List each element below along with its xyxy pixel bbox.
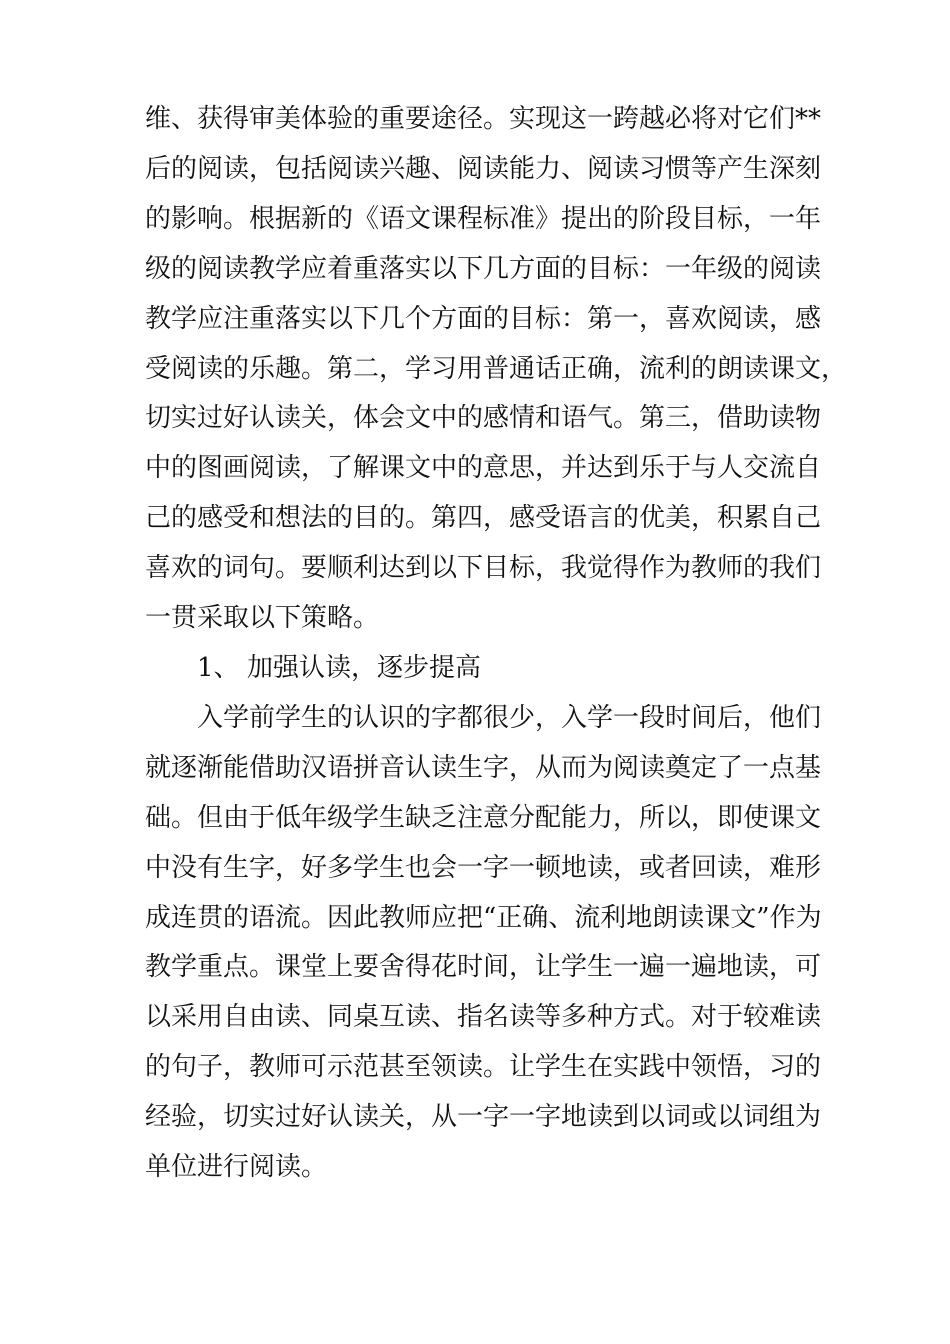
- paragraph-continued: [145, 95, 848, 644]
- heading-number: 1、: [197, 652, 240, 683]
- text-line: 成连贯的语流。因此教师应把“正确、流利地朗读课文”作为: [145, 902, 822, 933]
- text-line: 级的阅读教学应着重落实以下几方面的目标：一年级的阅读: [145, 253, 822, 284]
- text-line: 以采用自由读、同桌互读、指名读等多种方式。对于较难读: [145, 1002, 822, 1033]
- text-line: 入学前学生的认识的字都很少，入学一段时间后，他们: [197, 702, 822, 733]
- text-line: 中没有生字，好多学生也会一字一顿地读，或者回读，难形: [145, 852, 822, 883]
- text-line: 喜欢的词句。要顺利达到以下目标，我觉得作为教师的我们: [145, 553, 822, 584]
- heading-title: 加强认读，逐步提高: [247, 652, 482, 683]
- text-line: 的句子，教师可示范甚至领读。让学生在实践中领悟，习的: [145, 1052, 822, 1083]
- text-line: 就逐渐能借助汉语拼音认读生字，从而为阅读奠定了一点基: [145, 752, 822, 783]
- text-line: 受阅读的乐趣。第二，学习用普通话正确，流利的朗读课文，: [145, 353, 848, 384]
- text-line: 教学应注重落实以下几个方面的目标：第一，喜欢阅读，感: [145, 303, 822, 334]
- text-line: 的影响。根据新的《语文课程标准》提出的阶段目标，一年: [145, 203, 822, 234]
- text-line: 中的图画阅读，了解课文中的意思，并达到乐于与人交流自: [145, 453, 822, 484]
- text-line: 础。但由于低年级学生缺乏注意分配能力，所以，即使课文: [145, 802, 822, 833]
- text-line: 己的感受和想法的目的。第四，感受语言的优美，积累自己: [145, 503, 822, 534]
- document-body: [145, 95, 848, 1193]
- text-line: 教学重点。课堂上要舍得花时间，让学生一遍一遍地读，可: [145, 952, 822, 983]
- text-line: 一贯采取以下策略。: [145, 603, 380, 634]
- text-line: 单位进行阅读。: [145, 1152, 328, 1183]
- text-line: 后的阅读，包括阅读兴趣、阅读能力、阅读习惯等产生深刻: [145, 153, 822, 184]
- paragraph: [145, 694, 822, 1193]
- text-line: 经验，切实过好认读关，从一字一字地读到以词或以词组为: [145, 1102, 822, 1133]
- text-line: 维、获得审美体验的重要途径。实现这一跨越必将对它们**: [145, 104, 822, 134]
- text-line: 切实过好认读关，体会文中的感情和语气。第三，借助读物: [145, 403, 822, 434]
- heading-line: [197, 644, 810, 694]
- section-heading: [145, 644, 810, 694]
